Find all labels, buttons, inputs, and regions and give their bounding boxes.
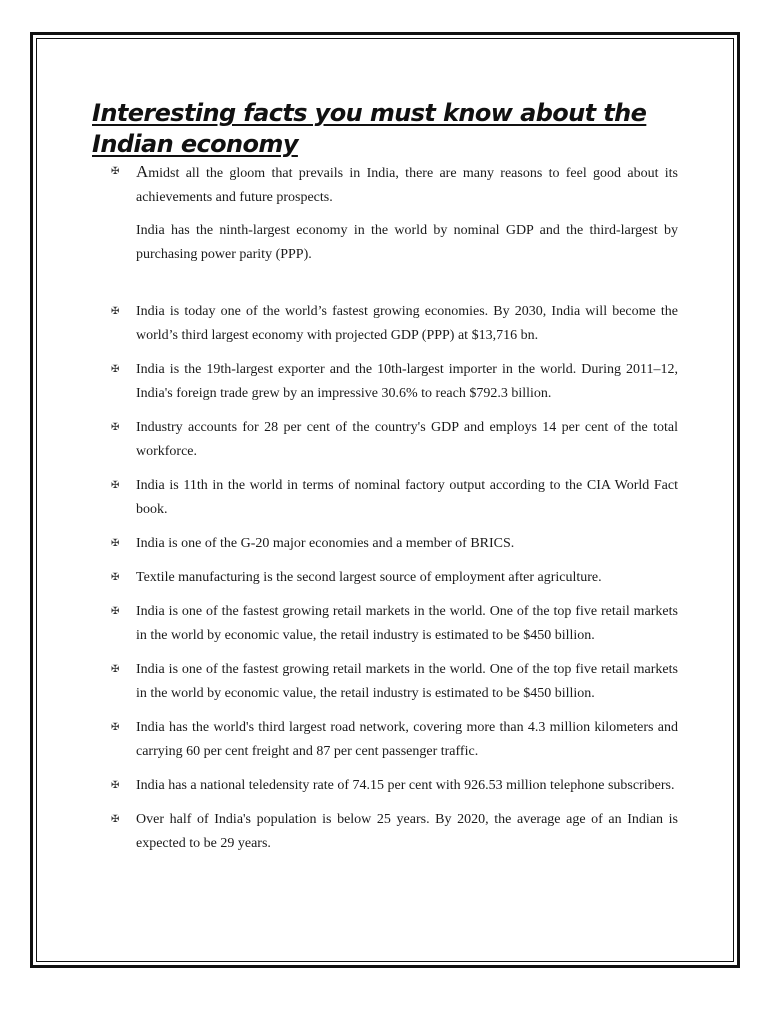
fact-text [136, 160, 678, 210]
facts-list [108, 160, 678, 856]
maltese-cross-bullet-icon: ✠ [111, 306, 120, 317]
fact-text-body: midst all the gloom that prevails in India, there are many reasons to feel good about its achievements and future prospects. [136, 166, 678, 205]
fact-item [108, 716, 678, 764]
fact-item [108, 358, 678, 406]
maltese-cross-bullet-icon: ✠ [111, 422, 120, 433]
maltese-cross-bullet-icon: ✠ [111, 606, 120, 617]
fact-item [108, 808, 678, 856]
fact-subparagraph: India has the ninth-largest economy in the world by nominal GDP and the third-largest by purchasing power parity (PPP). [136, 223, 678, 262]
fact-item [108, 300, 678, 348]
fact-text: India is today one of the world’s fastest growing economies. By 2030, India will become the world’s third largest economy with projected GDP (PPP) at $13,716 bn. [136, 304, 678, 343]
fact-text: India is the 19th-largest exporter and the 10th-largest importer in the world. During 2011–12, India's foreign trade grew by an impressive 30.6% to reach $792.3 billion. [136, 362, 678, 401]
maltese-cross-bullet-icon: ✠ [111, 814, 120, 825]
fact-text: India has a national teledensity rate of 74.15 per cent with 926.53 million telephone subscribers. [136, 778, 675, 793]
fact-text: Textile manufacturing is the second largest source of employment after agriculture. [136, 570, 602, 585]
title-line-1: Interesting facts you must know about the [92, 99, 647, 127]
title-line-2: Indian economy [92, 130, 298, 158]
fact-item [108, 566, 678, 590]
fact-text: India has the world's third largest road network, covering more than 4.3 million kilometers and carrying 60 per cent freight and 87 per cent passenger traffic. [136, 720, 678, 759]
maltese-cross-bullet-icon: ✠ [111, 166, 120, 177]
maltese-cross-bullet-icon: ✠ [111, 664, 120, 675]
fact-text: India is 11th in the world in terms of nominal factory output according to the CIA World Fact book. [136, 478, 678, 517]
fact-item [108, 474, 678, 522]
fact-text: India is one of the fastest growing retail markets in the world. One of the top five retail markets in the world by economic value, the retail industry is estimated to be $450 billion. [136, 604, 678, 643]
document-title [92, 98, 692, 160]
fact-item [108, 416, 678, 464]
maltese-cross-bullet-icon: ✠ [111, 722, 120, 733]
fact-text: Over half of India's population is below 25 years. By 2020, the average age of an Indian is expected to be 29 years. [136, 812, 678, 851]
maltese-cross-bullet-icon: ✠ [111, 572, 120, 583]
maltese-cross-bullet-icon: ✠ [111, 538, 120, 549]
fact-text: India is one of the G-20 major economies and a member of BRICS. [136, 536, 515, 551]
maltese-cross-bullet-icon: ✠ [111, 480, 120, 491]
maltese-cross-bullet-icon: ✠ [111, 780, 120, 791]
fact-text: India is one of the fastest growing retail markets in the world. One of the top five retail markets in the world by economic value, the retail industry is estimated to be $450 billion. [136, 662, 678, 701]
fact-item [108, 774, 678, 798]
fact-initial-letter: A [136, 162, 149, 181]
fact-item [108, 658, 678, 706]
maltese-cross-bullet-icon: ✠ [111, 364, 120, 375]
fact-item [108, 600, 678, 648]
fact-item [108, 532, 678, 556]
fact-item [108, 160, 678, 267]
fact-text: Industry accounts for 28 per cent of the country's GDP and employs 14 per cent of the total workforce. [136, 420, 678, 459]
